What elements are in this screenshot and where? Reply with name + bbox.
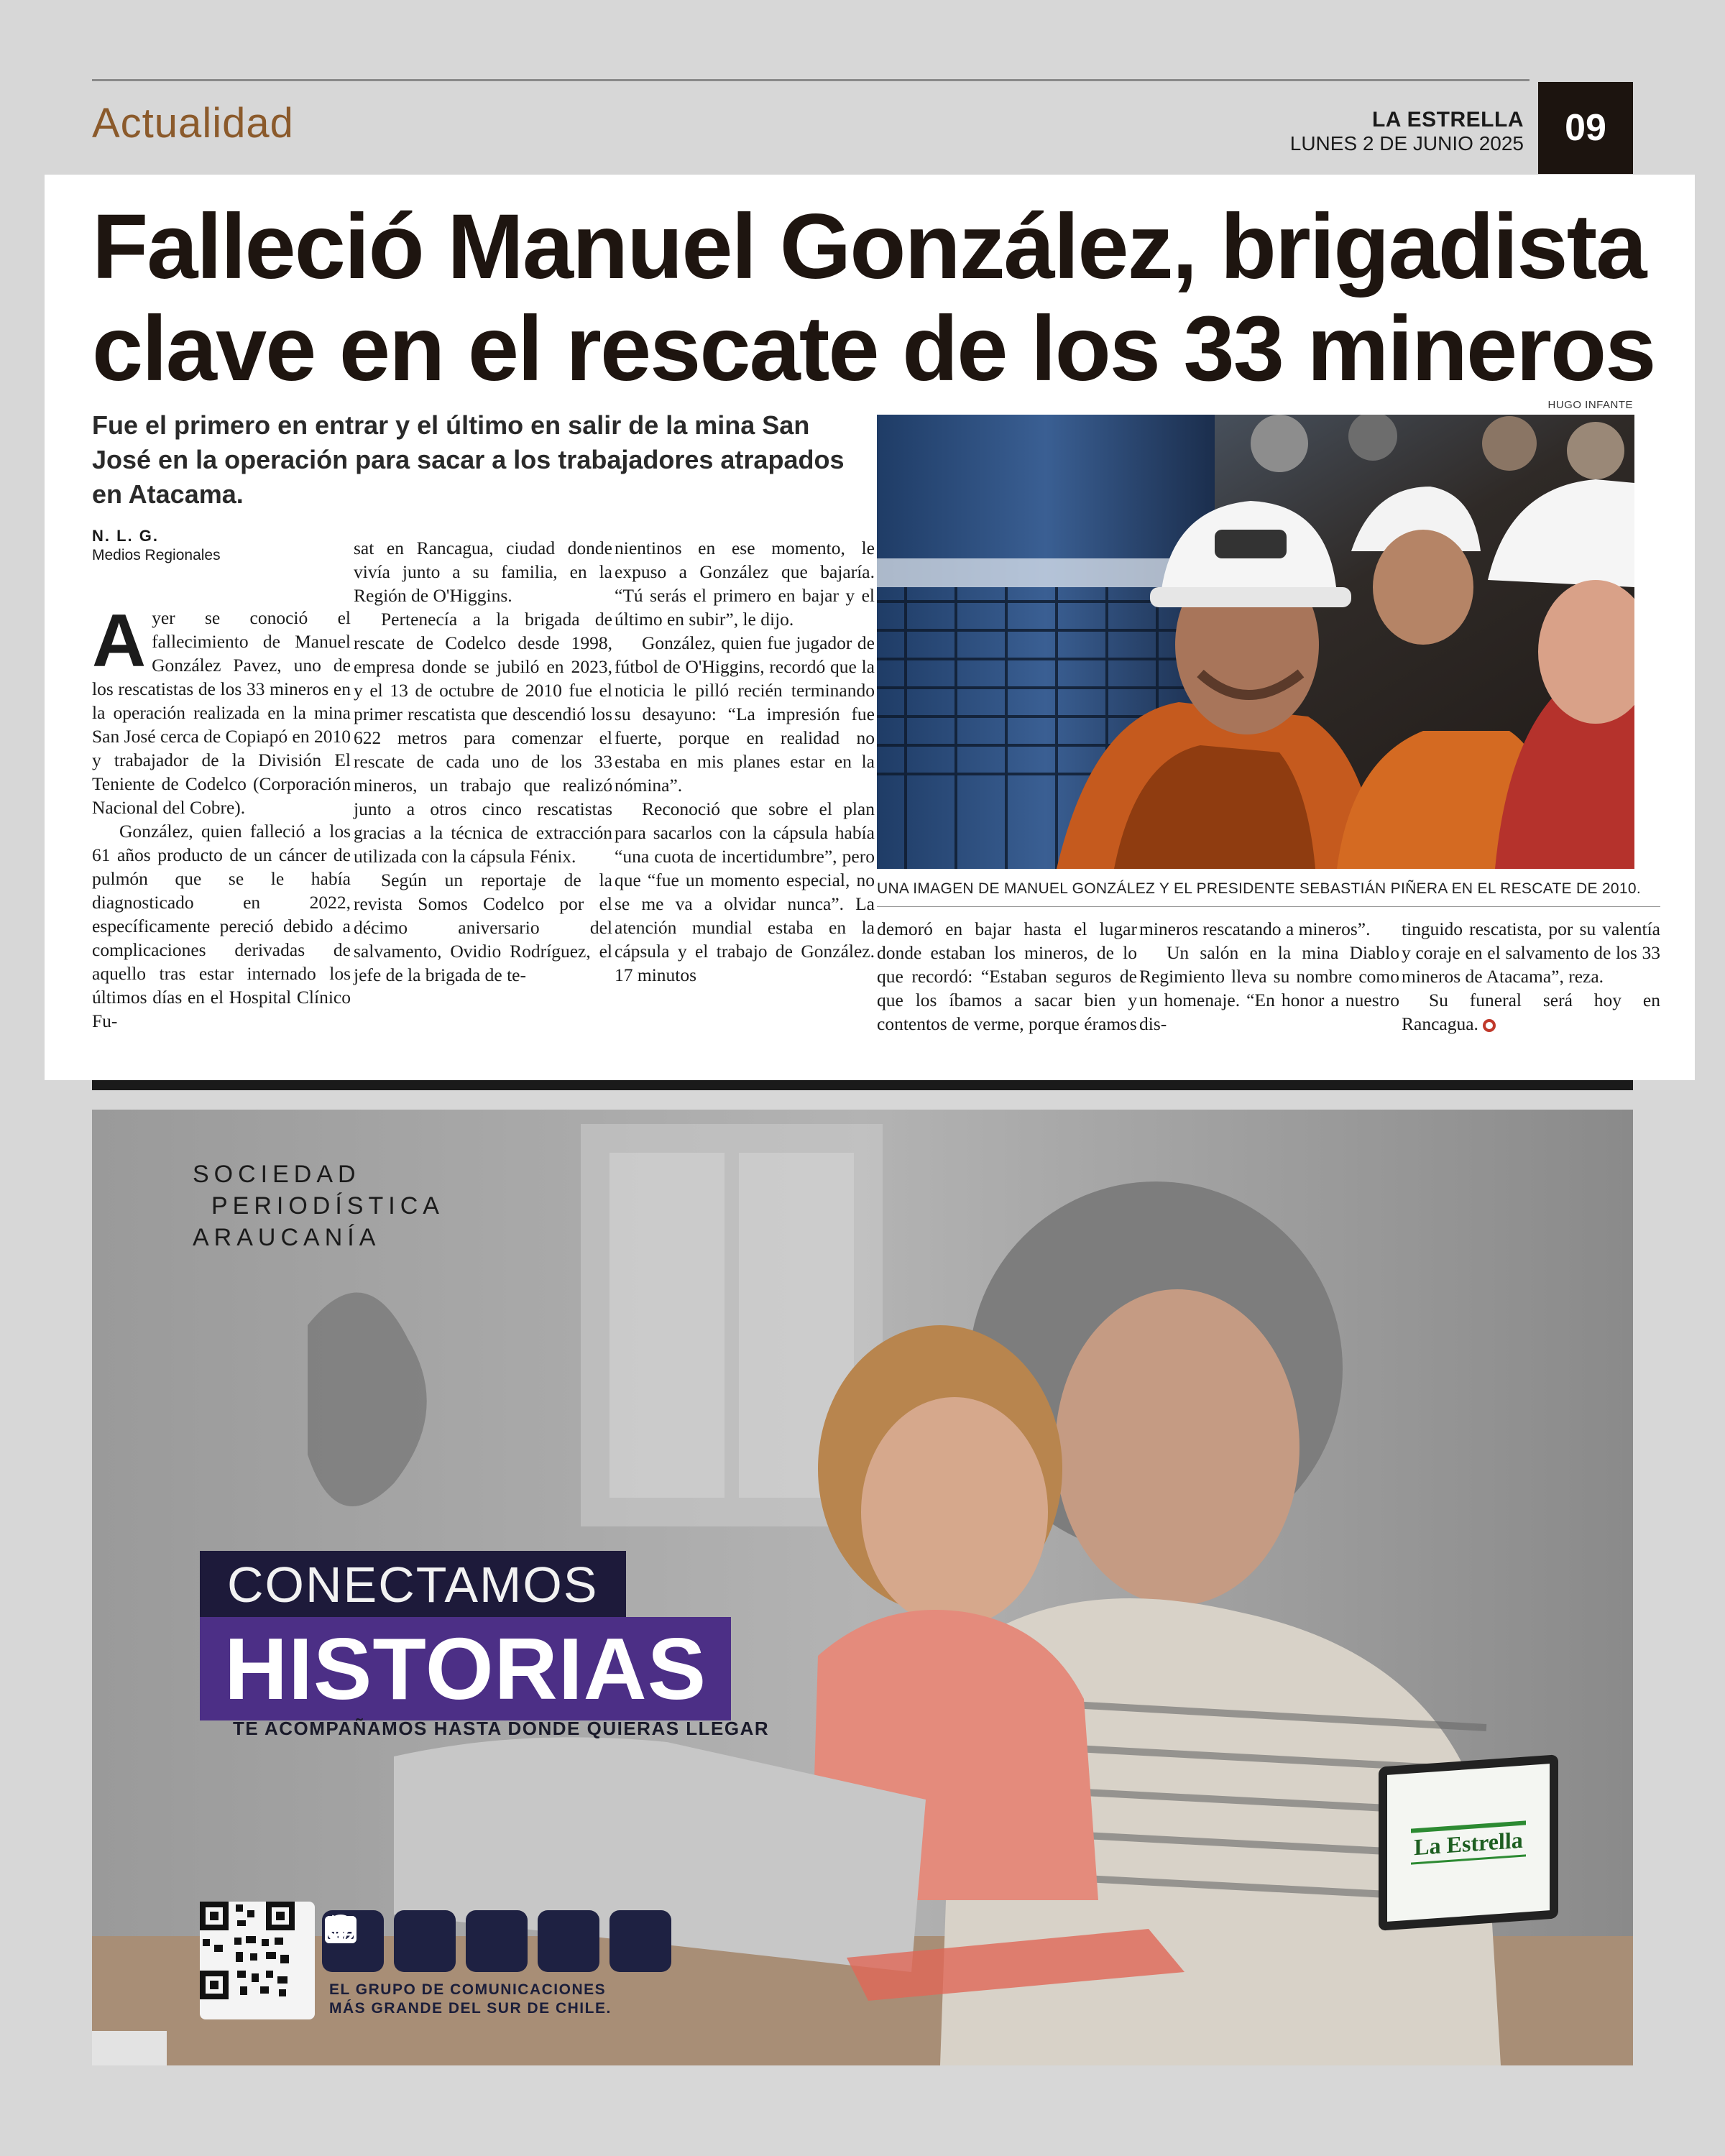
column-1	[92, 599, 351, 1033]
caption-rule	[877, 906, 1660, 907]
ticket-icon	[610, 1910, 671, 1972]
banner-conectamos: CONECTAMOS	[200, 1551, 626, 1618]
paragraph: demoró en bajar hasta el lugar donde estaban los mineros, de lo que recordó: “Estaban seguros de que los íbamos a sacar bien y contentos de verme, porque éramos	[877, 918, 1137, 1034]
headline-line-2: clave en el rescate de los 33 mineros	[92, 298, 1655, 400]
column-2	[354, 536, 612, 987]
qr-code-icon	[200, 1902, 295, 1999]
photo-caption: UNA IMAGEN DE MANUEL GONZÁLEZ Y EL PRESIDENTE SEBASTIÁN PIÑERA EN EL RESCATE DE 2010.	[877, 880, 1641, 897]
author: N. L. G.	[92, 527, 159, 545]
paragraph: Pertenecía a la brigada de rescate de Codelco desde 1998, empresa donde se jubiló en 2023, y el 13 de octubre de 2010 fue el primer rescatista que descendió los 622 metros para comenzar el rescate de cada uno de los 33 mineros, un trabajo que realizó junto a otros cinco rescatistas gracias a la técnica de extracción utilizada con la cápsula Fénix.	[354, 609, 612, 867]
ad-footer-line-1: EL GRUPO DE COMUNICACIONES	[329, 1981, 607, 1998]
advertisement	[92, 1110, 1633, 2065]
headline-line-1: Falleció Manuel González, brigadista	[92, 195, 1646, 298]
byline	[92, 527, 221, 564]
ad-footer-line-2: MÁS GRANDE DEL SUR DE CHILE.	[329, 2000, 612, 2017]
section-name: Actualidad	[92, 100, 294, 147]
top-rule	[92, 79, 1530, 81]
logo-line-2: PERIODÍSTICA	[211, 1192, 444, 1220]
laptop	[1379, 1754, 1558, 1930]
paragraph: sat en Rancagua, ciudad donde vivía junto a su familia, en la Región de O'Higgins.	[354, 538, 612, 606]
masthead	[1290, 108, 1524, 155]
article	[45, 175, 1695, 1080]
end-mark-icon	[1483, 1019, 1496, 1032]
paragraph: González, quien falleció a los 61 años producto de un cáncer de pulmón que se le había diagnosticado en 2022, específicamente pereció debido a complicaciones derivadas de aquello tras estar internado los últimos días en el Hospital Clínico Fu-	[92, 821, 351, 1031]
bottom-rule	[92, 1080, 1633, 1090]
paragraph: Según un reportaje de la revista Somos Codelco por el décimo aniversario del salvamento, Ovidio Rodríguez, el jefe de la brigada de te-	[354, 870, 612, 985]
paragraph: tinguido rescatista, por su valentía y coraje en el salvamento de los 33 mineros de Atacama”, reza.	[1402, 918, 1660, 987]
paragraph: Un salón en la mina Diablo Regimiento lleva su nombre como un homenaje. “En honor a nuestro dis-	[1139, 942, 1399, 1034]
paragraph: Su funeral será hoy en Rancagua.	[1402, 990, 1660, 1034]
photo-credit: HUGO INFANTE	[1547, 399, 1633, 411]
rescue-photo	[877, 415, 1634, 869]
headline	[92, 196, 1659, 400]
column-5	[1139, 917, 1399, 1036]
media-icons	[322, 1910, 671, 1972]
logo-line-1: SOCIEDAD	[193, 1161, 361, 1188]
ad-tagline: TE ACOMPAÑAMOS HASTA DONDE QUIERAS LLEGAR	[233, 1718, 770, 1739]
outlet: Medios Regionales	[92, 547, 221, 563]
issue-date: LUNES 2 DE JUNIO 2025	[1289, 132, 1524, 155]
drop-cap: A	[92, 599, 147, 683]
banner-historias: HISTORIAS	[200, 1617, 731, 1720]
paper-name: LA ESTRELLA	[1371, 108, 1524, 132]
paragraph: Reconoció que sobre el plan para sacarlos con la cápsula había “una cuota de incertidumbre”, pero que “fue un momento especial, no se me va a olvidar nunca”. La atención mundial estaba en la cápsula y el trabajo de González. 17 minutos	[615, 798, 875, 985]
billboard-icon	[538, 1910, 599, 1972]
column-4	[877, 917, 1137, 1036]
globe-icon	[394, 1910, 456, 1972]
qr-code[interactable]	[200, 1902, 315, 2019]
paragraph: mineros rescatando a mineros”.	[1139, 918, 1371, 939]
page-number: 09	[1538, 82, 1633, 174]
paragraph: yer se conoció el fallecimiento de Manuel González Pavez, uno de los rescatistas de los 33 mineros en la operación realizada en la mina San José cerca de Copiapó en 2010 y trabajador de la División El Teniente de Codelco (Corporación Nacional del Cobre).	[92, 607, 351, 818]
radio-icon	[466, 1910, 528, 1972]
deck: Fue el primero en entrar y el último en salir de la mina San José en la operación para sacar a los trabajadores atrapados en Atacama.	[92, 410, 845, 509]
rescue-photo-illustration	[877, 415, 1634, 869]
paragraph: nientinos en ese momento, le expuso a González que bajaría. “Tú serás el primero en bajar y el último en subir”, le dijo.	[615, 538, 875, 630]
logo-line-3: ARAUCANÍA	[193, 1224, 381, 1251]
column-3	[615, 536, 875, 987]
la-estrella-logo: La Estrella	[1411, 1820, 1525, 1864]
paragraph: González, quien fue jugador de fútbol de O'Higgins, recordó que la noticia le pilló recién terminando su desayuno: “La impresión fue fuerte, porque en realidad no estaba en mis planes estar en la nómina”.	[615, 632, 875, 796]
sociedad-periodistica-logo	[193, 1158, 444, 1253]
column-6	[1402, 917, 1660, 1036]
ad-footer	[329, 1981, 612, 2018]
laptop-screen	[1387, 1764, 1550, 1922]
ad-corner-mark	[92, 2031, 167, 2065]
